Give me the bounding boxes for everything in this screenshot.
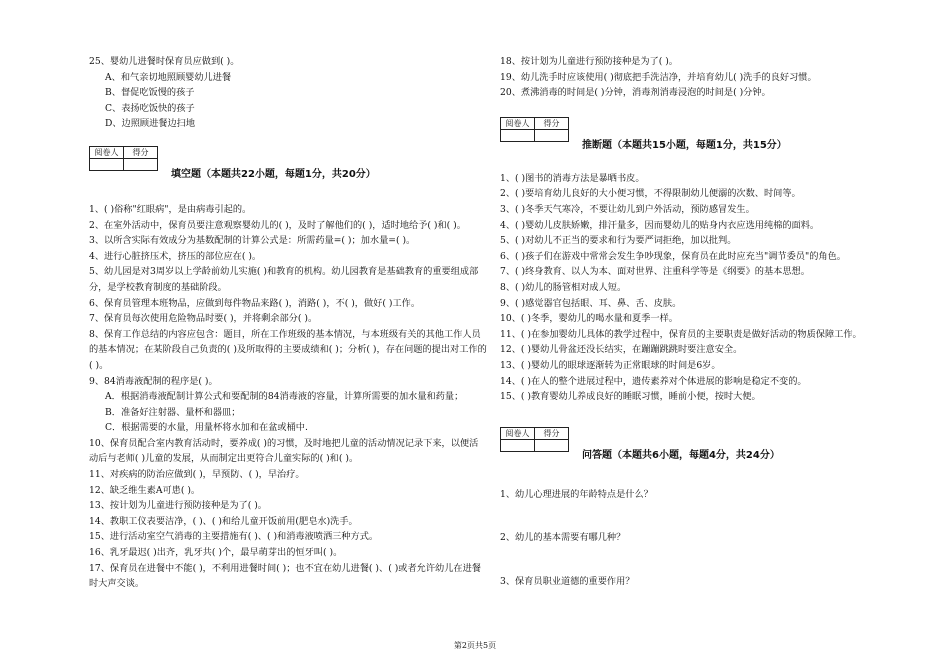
judge-q4: 4、( )婴幼儿皮肤娇嫩，排汗量多，因而婴幼儿的贴身内衣应选用纯棉的面料。 (500, 219, 820, 231)
score-cell[interactable] (535, 439, 569, 451)
fill-q3: 3、以所含实际有效成分为基数配制的计算公式是：所需药量=( )；加水量=( )。 (89, 235, 416, 247)
score-cell[interactable] (124, 158, 158, 170)
qa-q1: 1、幼儿心理进展的年龄特点是什么？ (500, 488, 653, 500)
grader-cell[interactable] (501, 439, 535, 451)
fill-q9-step-b: B．准备好注射器、量杯和器皿； (105, 406, 241, 418)
fill-q2: 2、在室外活动中，保育员要注意观察婴幼儿的( )，及时了解他们的( )，适时地给予( )和( )。 (89, 219, 466, 231)
fill-q13: 13、按计划为儿童进行预防接种是为了( )。 (89, 500, 267, 512)
grader-label: 阅卷人 (501, 117, 535, 129)
fill-q5: 5、幼儿园是对3周岁以上学龄前幼儿实施( )和教育的机构。幼儿园教育是基础教育的重要组成部分，是学校教育制度的基础阶段。 (89, 266, 479, 293)
fill-q16: 16、乳牙最迟( )出齐，乳牙共( )个，最早萌芽出的恒牙叫( )。 (89, 547, 343, 559)
judge-q5: 5、( )对幼儿不正当的要求和行为要严词拒绝，加以批判。 (500, 235, 737, 247)
fill-q6: 6、保育员管理本班物品，应做到每件物品来路( )，消路( )，不( )，做好( )工作。 (89, 297, 421, 309)
page-number-footer: 第2页共5页 (453, 641, 497, 650)
fill-q9: 9、84消毒液配制的程序是( )。 (89, 375, 218, 387)
grader-label: 阅卷人 (90, 146, 124, 158)
fill-q20: 20、煮沸消毒的时间是( )分钟，消毒剂消毒浸泡的时间是( )分钟。 (500, 87, 771, 99)
question-25-option-a: A、和气亲切地照顾婴幼儿进餐 (105, 71, 232, 83)
score-table (500, 117, 569, 142)
question-25-option-b: B、督促吃饭慢的孩子 (105, 87, 195, 99)
judge-q12: 12、( )婴幼儿骨盆还没长结实，在蹦蹦跳跳时要注意安全。 (500, 344, 743, 356)
fill-q4: 4、进行心脏挤压术，挤压的部位应在( )。 (89, 250, 262, 262)
judge-q2: 2、( )要培育幼儿良好的大小便习惯，不得限制幼儿便溺的次数、时间等。 (500, 188, 801, 200)
qa-q2: 2、幼儿的基本需要有哪几种？ (500, 532, 626, 544)
qa-section-title: 问答题（本题共6小题，每题4分，共24分） (582, 449, 780, 461)
judge-q3: 3、( )冬季天气寒冷，不要让幼儿到户外活动，预防感冒发生。 (500, 203, 755, 215)
score-table (89, 146, 158, 171)
fill-q19: 19、幼儿洗手时应该使用( )彻底把手洗洁净，并培育幼儿( )洗手的良好习惯。 (500, 71, 817, 83)
fill-q9-step-c: C．根据需要的水量，用量杯将水加和在盆或桶中. (105, 422, 308, 434)
fill-in-section-title: 填空题（本题共22小题，每题1分，共20分） (171, 168, 376, 180)
score-cell[interactable] (535, 129, 569, 141)
score-label: 得分 (535, 117, 569, 129)
question-25-stem: 25、婴幼儿进餐时保育员应做到( )。 (89, 56, 240, 67)
question-25-option-c: C、表扬吃饭快的孩子 (105, 102, 195, 114)
grader-cell[interactable] (90, 158, 124, 170)
fill-q17: 17、保育员在进餐中不能( )，不利用进餐时间( )；也不宜在幼儿进餐( )、( )或者允许幼儿在进餐时大声交谈。 (89, 562, 481, 590)
fill-in-section-header (89, 146, 487, 186)
fill-q10: 10、保育员配合室内教育活动时，要养成( )的习惯，及时地把儿童的活动情况记录下来，以便活动后与老师( )儿童的发展，从而制定出更符合儿童实际的( )和( )。 (89, 437, 479, 465)
fill-q7: 7、保育员每次使用危险物品时要( )，并将剩余部分( )。 (89, 313, 318, 325)
grader-cell[interactable] (501, 129, 535, 141)
fill-q1: 1、( )俗称"红眼病"，是由病毒引起的。 (89, 203, 252, 215)
fill-q11: 11、对疾病的防治应做到( )，早预防、( )，早治疗。 (89, 469, 305, 481)
qa-section-header (500, 427, 900, 467)
grader-label: 阅卷人 (501, 427, 535, 439)
judge-q1: 1、( )图书的消毒方法是暴晒书皮。 (500, 172, 645, 184)
fill-q14: 14、教职工仪表要洁净，( )、( )和给儿童开饭前用(肥皂水)洗手。 (89, 515, 358, 527)
qa-q3: 3、保育员职业道德的重要作用？ (500, 575, 635, 587)
right-column (500, 54, 900, 589)
left-column (89, 54, 487, 592)
fill-q18: 18、按计划为儿童进行预防接种是为了( )。 (500, 56, 678, 67)
question-25-option-d: D、边照顾进餐边扫地 (105, 118, 196, 130)
fill-q12: 12、缺乏维生素A可患( )。 (89, 484, 201, 496)
judge-q14: 14、( )在人的整个进展过程中，遗传素养对个体进展的影响是稳定不变的。 (500, 375, 807, 387)
score-table (500, 427, 569, 452)
judge-q15: 15、( )教育婴幼儿养成良好的睡眠习惯，睡前小便，按时大便。 (500, 391, 761, 403)
judge-q13: 13、( )婴幼儿的眼球逐渐转为正常眼球的时间是6岁。 (500, 359, 721, 371)
judge-q7: 7、( )终身教育、以人为本、面对世界、注重科学等是《纲要》的基本思想。 (500, 266, 810, 278)
judge-q9: 9、( )感觉器官包括眼、耳、鼻、舌、皮肤。 (500, 297, 682, 309)
judge-q8: 8、( )幼儿的肠管相对成人短。 (500, 281, 627, 293)
fill-q8: 8、保育工作总结的内容应包含：题目，所在工作班级的基本情况，与本班级有关的其他工作人员的基本情况；在某阶段自己负责的( )及所取得的主要成绩和( )；分析( )，存在问题的提出对工作的( )。 (89, 328, 487, 371)
judge-q10: 10、( )冬季，婴幼儿的喝水量和夏季一样。 (500, 313, 678, 325)
judge-q6: 6、( )孩子们在游戏中常常会发生争吵现象，保育员在此时应充当"调节委员"的角色。 (500, 250, 846, 262)
judge-q11: 11、( )在参加婴幼儿具体的教学过程中，保育员的主要职责是做好活动的物质保障工作。 (500, 328, 862, 340)
fill-q15: 15、进行活动室空气消毒的主要措施有( )、( )和消毒液喷洒三种方式。 (89, 531, 379, 543)
score-label: 得分 (124, 146, 158, 158)
judge-section-header (500, 117, 900, 157)
judge-section-title: 推断题（本题共15小题，每题1分，共15分） (582, 139, 787, 151)
score-label: 得分 (535, 427, 569, 439)
fill-q9-step-a: A．根据消毒液配制计算公式和要配制的84消毒液的容量，计算所需要的加水量和药量； (105, 391, 464, 403)
